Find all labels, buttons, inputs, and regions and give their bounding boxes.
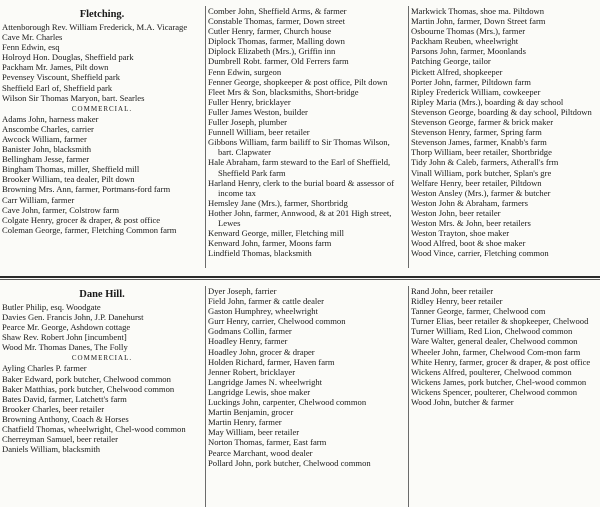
directory-entry: Pollard John, pork butcher, Chelwood common xyxy=(208,457,371,468)
entry-list xyxy=(411,286,598,407)
directory-entry: Field John, farmer & cattle dealer xyxy=(208,296,324,307)
directory-entry: Fenn Edwin, esq xyxy=(2,42,60,53)
directory-entry: Porter John, farmer, Piltdown farm xyxy=(411,76,531,87)
directory-entry: Wheeler John, farmer, Chelwood Com-mon farm xyxy=(411,346,581,357)
directory-entry: Godmans Collin, farmer xyxy=(208,326,292,337)
directory-entry: Stevenson George, farmer & brick maker xyxy=(411,117,554,128)
directory-entry: Weston Trayton, shoe maker xyxy=(411,228,510,239)
section-heading: Dane Hill. xyxy=(79,289,125,300)
directory-entry: Pearce Marchant, wood dealer xyxy=(208,447,313,458)
column-1 xyxy=(2,286,202,507)
directory-entry: Tanner George, farmer, Chelwood com xyxy=(411,306,546,317)
directory-entry: Wilson Sir Thomas Maryon, bart. Searles xyxy=(2,92,145,103)
directory-entry: Sheffield Earl of, Sheffield park xyxy=(2,82,113,93)
directory-entry: Wickens Spencer, poulterer, Chelwood common xyxy=(411,386,578,397)
directory-entry: Turner Elias, beer retailer & shopkeeper, Chelwood xyxy=(411,316,589,327)
fletching-section xyxy=(0,6,600,268)
directory-entry: Weston John & Abraham, farmers xyxy=(411,197,528,208)
directory-entry: Stevenson George, boarding & day school, Piltdown xyxy=(411,106,592,117)
commercial-subheading: COMMERCIAL. xyxy=(71,104,133,113)
directory-entry: Luckings John, carpenter, Chelwood common xyxy=(208,397,367,408)
directory-entry: Fuller Henry, bricklayer xyxy=(208,96,291,107)
directory-entry: Cherreyman Samuel, beer retailer xyxy=(2,434,118,445)
directory-entry: Carr William, farmer xyxy=(2,194,75,205)
directory-entry: Holden Richard, farmer, Haven farm xyxy=(208,356,335,367)
directory-entry: Awcock William, farmer xyxy=(2,133,87,144)
column-2 xyxy=(208,6,405,268)
directory-entry: Hother John, farmer, Annwood, & at 201 High street, Lewes xyxy=(208,207,392,228)
directory-entry: Diplock Thomas, farmer, Malling down xyxy=(208,36,345,47)
section-divider xyxy=(0,276,600,278)
directory-entry: Davies Gen. Francis John, J.P. Danehurst xyxy=(2,312,144,323)
directory-entry: Weston Mrs. & John, beer retailers xyxy=(411,217,531,228)
private-residents-list xyxy=(2,302,202,352)
directory-entry: Tidy John & Caleb, farmers, Atherall's frm xyxy=(411,157,559,168)
directory-entry: Holroyd Hon. Douglas, Sheffield park xyxy=(2,52,134,63)
directory-entry: Martin Benjamin, grocer xyxy=(208,407,294,418)
column-1 xyxy=(2,6,202,268)
directory-entry: Diplock Elizabeth (Mrs.), Griffin inn xyxy=(208,46,336,57)
directory-entry: Fenner George, shopkeeper & post office, Pilt down xyxy=(208,76,388,87)
directory-entry: Vinall William, pork butcher, Splan's gre xyxy=(411,167,552,178)
directory-entry: Cutler Henry, farmer, Church house xyxy=(208,26,332,37)
directory-entry: Lindfield Thomas, blacksmith xyxy=(208,248,312,259)
private-residents-list xyxy=(2,22,202,103)
directory-entry: Colgate Henry, grocer & draper, & post office xyxy=(2,214,161,225)
column-3 xyxy=(411,6,598,268)
directory-entry: Wickens Alfred, poulterer, Chelwood common xyxy=(411,366,572,377)
directory-entry: Anscombe Charles, carrier xyxy=(2,123,94,134)
directory-entry: Turner William, Red Lion, Chelwood common xyxy=(411,326,573,337)
commercial-list xyxy=(2,114,202,235)
directory-entry: Stevenson Henry, farmer, Spring farm xyxy=(411,127,542,138)
directory-entry: Comber John, Sheffield Arms, & farmer xyxy=(208,6,347,16)
directory-entry: Parsons John, farmer, Moonlands xyxy=(411,46,526,57)
directory-entry: Wood Vince, carrier, Fletching common xyxy=(411,248,549,259)
directory-entry: Martin Henry, farmer xyxy=(208,417,282,428)
commercial-subheading: COMMERCIAL. xyxy=(71,354,133,363)
directory-entry: Kenward George, miller, Fletching mill xyxy=(208,228,345,239)
directory-entry: Baker Edward, pork butcher, Chelwood common xyxy=(2,373,171,384)
directory-entry: Harland Henry, clerk to the burial board & assessor of income tax xyxy=(208,177,395,198)
directory-entry: Wickens James, pork butcher, Chel-wood common xyxy=(411,376,587,387)
directory-entry: Gibbons William, farm bailiff to Sir Thomas Wilson, bart. Clapwater xyxy=(208,137,390,158)
directory-entry: Weston John, beer retailer xyxy=(411,207,501,218)
directory-entry: Welfare Henry, beer retailer, Piltdown xyxy=(411,177,542,188)
directory-entry: Ayling Charles P. farmer xyxy=(2,363,87,374)
directory-entry: Ridley Henry, beer retailer xyxy=(411,296,503,307)
directory-entry: Gurr Henry, carrier, Chelwood common xyxy=(208,316,346,327)
entry-list xyxy=(411,6,598,258)
directory-entry: Attenborough Rev. William Frederick, M.A. Vicarage xyxy=(2,22,188,32)
directory-entry: Coleman George, farmer, Fletching Common farm xyxy=(2,224,177,235)
directory-entry: Butler Philip, esq. Woodgate xyxy=(2,302,101,312)
directory-entry: Pearce Mr. George, Ashdown cottage xyxy=(2,322,131,333)
directory-entry: Hale Abraham, farm steward to the Earl of Sheffield, Sheffield Park farm xyxy=(208,157,391,178)
column-divider xyxy=(205,6,206,268)
directory-entry: Constable Thomas, farmer, Down street xyxy=(208,16,345,27)
directory-entry: Brooker Charles, beer retailer xyxy=(2,403,105,414)
directory-entry: Pevensey Viscount, Sheffield park xyxy=(2,72,121,83)
directory-entry: Fuller James Weston, builder xyxy=(208,106,308,117)
directory-entry: Brooker William, tea dealer, Pilt down xyxy=(2,174,135,185)
column-divider xyxy=(408,6,409,268)
directory-entry: Hemsley Jane (Mrs.), farmer, Shortbridg xyxy=(208,197,348,208)
directory-entry: Daniels William, blacksmith xyxy=(2,444,101,455)
commercial-list xyxy=(2,363,202,454)
directory-entry: Pickett Alfred, shopkeeper xyxy=(411,66,503,77)
directory-entry: Shaw Rev. Robert John [incumbent] xyxy=(2,332,127,343)
directory-entry: Cave Mr. Charles xyxy=(2,32,63,43)
directory-entry: Gaston Humphrey, wheelwright xyxy=(208,306,318,317)
directory-entry: Langridge Lewis, shoe maker xyxy=(208,386,311,397)
column-2 xyxy=(208,286,405,507)
directory-entry: Wood Alfred, boot & shoe maker xyxy=(411,238,526,249)
directory-entry: Fenn Edwin, surgeon xyxy=(208,66,282,77)
directory-entry: Wood Mr. Thomas Danes, The Folly xyxy=(2,342,128,353)
directory-entry: Markwick Thomas, shoe ma. Piltdown xyxy=(411,6,545,16)
directory-entry: Fleet Mrs & Son, blacksmiths, Short-bridge xyxy=(208,86,359,97)
directory-entry: May William, beer retailer xyxy=(208,427,300,438)
section-divider-thin xyxy=(0,279,600,280)
directory-entry: Baker Matthias, pork butcher, Chelwood common xyxy=(2,383,175,394)
column-divider xyxy=(408,286,409,507)
directory-entry: Dumbrell Robt. farmer, Old Ferrers farm xyxy=(208,56,349,67)
directory-entry: Hoadley John, grocer & draper xyxy=(208,346,315,357)
directory-entry: Chatfield Thomas, wheelwright, Chel-wood common xyxy=(2,424,186,435)
directory-entry: White Henry, farmer, grocer & draper, & post office xyxy=(411,356,591,367)
directory-entry: Kenward John, farmer, Moons farm xyxy=(208,238,332,249)
dane-hill-section xyxy=(0,286,600,507)
entry-list xyxy=(208,6,405,258)
directory-entry: Jenner Robert, bricklayer xyxy=(208,366,296,377)
column-divider xyxy=(205,286,206,507)
directory-entry: Banister John, blacksmith xyxy=(2,144,92,155)
directory-entry: Cave John, farmer, Colstrow farm xyxy=(2,204,120,215)
directory-entry: Bates David, farmer, Latchett's farm xyxy=(2,393,127,404)
directory-entry: Packham Reuben, wheelwright xyxy=(411,36,519,47)
directory-entry: Fuller Joseph, plumber xyxy=(208,117,288,128)
directory-entry: Dyer Joseph, farrier xyxy=(208,286,277,296)
directory-entry: Ripley Maria (Mrs.), boarding & day school xyxy=(411,96,564,107)
directory-entry: Norton Thomas, farmer, East farm xyxy=(208,437,327,448)
directory-entry: Weston Ansley (Mrs.), farmer & butcher xyxy=(411,187,551,198)
directory-entry: Rand John, beer retailer xyxy=(411,286,494,296)
directory-entry: Hoadley Henry, farmer xyxy=(208,336,288,347)
column-3 xyxy=(411,286,598,507)
directory-entry: Osbourne Thomas (Mrs.), farmer xyxy=(411,26,526,37)
directory-entry: Stevenson James, farmer, Knabb's farm xyxy=(411,137,547,148)
section-heading: Fletching. xyxy=(79,9,125,20)
entry-list xyxy=(208,286,405,468)
directory-entry: Langridge James N. wheelwright xyxy=(208,376,323,387)
directory-entry: Wood John, butcher & farmer xyxy=(411,397,514,408)
directory-entry: Ripley Frederick William, cowkeeper xyxy=(411,86,541,97)
directory-entry: Bingham Thomas, miller, Sheffield mill xyxy=(2,164,140,175)
directory-entry: Browning Mrs. Ann, farmer, Portmans-ford farm xyxy=(2,184,171,195)
directory-entry: Martin John, farmer, Down Street farm xyxy=(411,16,546,27)
directory-entry: Ware Walter, general dealer, Chelwood common xyxy=(411,336,578,347)
directory-entry: Browning Anthony, Coach & Horses xyxy=(2,413,129,424)
directory-entry: Bellingham Jesse, farmer xyxy=(2,154,90,165)
directory-entry: Adams John, harness maker xyxy=(2,113,99,124)
directory-entry: Thorp William, beer retailer, Shortbridge xyxy=(411,147,552,158)
directory-entry: Packham Mr. James, Pilt down xyxy=(2,62,109,73)
directory-entry: Funnell William, beer retailer xyxy=(208,127,310,138)
directory-entry: Patching George, tailor xyxy=(411,56,491,67)
